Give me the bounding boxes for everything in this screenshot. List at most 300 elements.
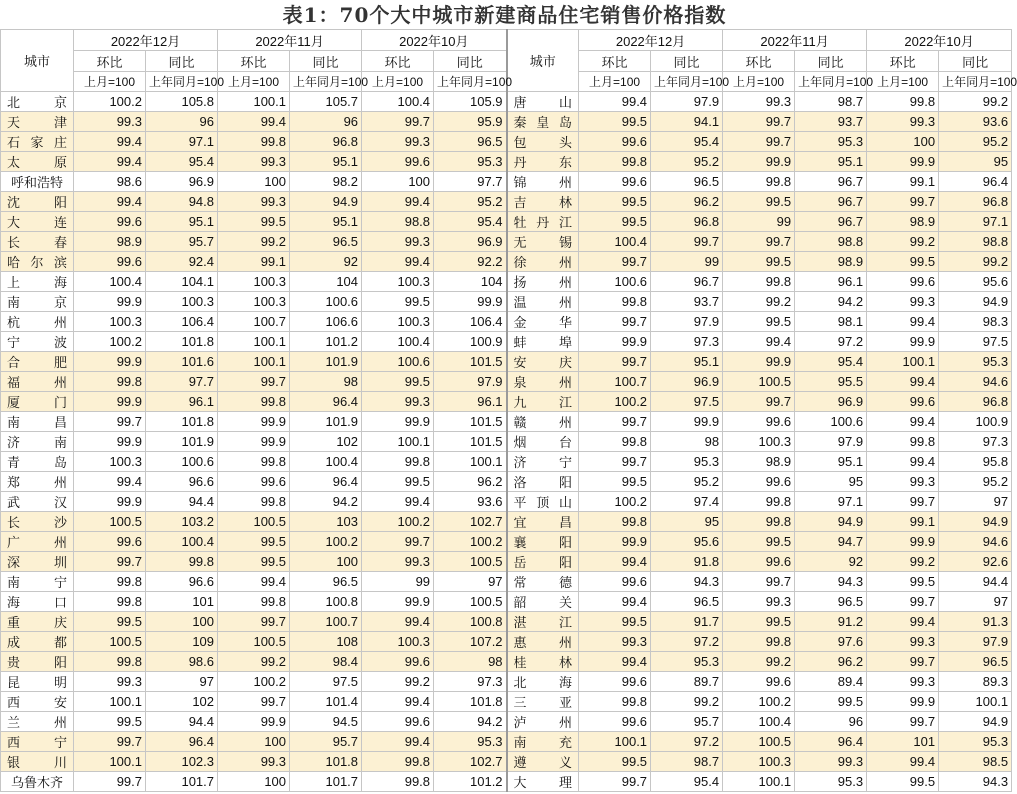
mom-value: 100.3 (74, 312, 146, 332)
mom-value: 99.2 (867, 552, 939, 572)
mom-value: 99.1 (218, 252, 290, 272)
yoy-value: 100.4 (146, 532, 218, 552)
yoy-value: 98.7 (795, 92, 867, 112)
mom-value: 100.3 (362, 632, 434, 652)
yoy-value: 98.1 (795, 312, 867, 332)
yoy-value: 105.7 (290, 92, 362, 112)
mom-base-header: 上月=100 (218, 72, 290, 92)
mom-value: 100.6 (362, 352, 434, 372)
yoy-value: 100.1 (434, 452, 507, 472)
city-name: 温州 (507, 292, 579, 312)
yoy-value: 95 (795, 472, 867, 492)
yoy-base-header: 上年同月=100 (651, 72, 723, 92)
yoy-value: 92.2 (434, 252, 507, 272)
yoy-value: 97.5 (939, 332, 1012, 352)
mom-value: 99.5 (362, 472, 434, 492)
yoy-value: 106.4 (146, 312, 218, 332)
yoy-value: 104 (290, 272, 362, 292)
mom-value: 99.8 (218, 132, 290, 152)
yoy-value: 96.2 (434, 472, 507, 492)
mom-value: 99.7 (218, 372, 290, 392)
mom-value: 99 (362, 572, 434, 592)
yoy-value: 98.8 (795, 232, 867, 252)
month-header: 2022年12月 (74, 30, 218, 51)
city-name: 成都 (1, 632, 74, 652)
mom-value: 100.3 (723, 432, 795, 452)
table-row (1, 692, 1012, 712)
city-name: 哈尔滨 (1, 252, 74, 272)
yoy-value: 97.3 (939, 432, 1012, 452)
yoy-value: 96.5 (651, 592, 723, 612)
yoy-value: 97 (434, 572, 507, 592)
yoy-value: 95.1 (795, 152, 867, 172)
mom-value: 99.7 (723, 132, 795, 152)
city-name: 蚌埠 (507, 332, 579, 352)
yoy-value: 95.8 (939, 452, 1012, 472)
yoy-value: 98.6 (146, 652, 218, 672)
yoy-value: 94.9 (939, 712, 1012, 732)
mom-value: 99.6 (723, 672, 795, 692)
yoy-value: 98.8 (939, 232, 1012, 252)
mom-value: 99.4 (362, 192, 434, 212)
yoy-value: 95.3 (795, 132, 867, 152)
mom-value: 99.4 (867, 312, 939, 332)
yoy-value: 96.4 (939, 172, 1012, 192)
mom-value: 99.5 (74, 612, 146, 632)
price-index-table (0, 29, 1017, 792)
city-name: 秦皇岛 (507, 112, 579, 132)
mom-value: 99.7 (218, 692, 290, 712)
mom-value: 99.3 (723, 92, 795, 112)
mom-value: 100.3 (218, 272, 290, 292)
mom-value: 99.5 (579, 472, 651, 492)
mom-value: 99.4 (362, 732, 434, 752)
mom-value: 99.5 (218, 552, 290, 572)
city-name: 呼和浩特 (1, 172, 74, 192)
city-name: 丹东 (507, 152, 579, 172)
yoy-value: 101.8 (146, 332, 218, 352)
mom-value: 99.7 (867, 192, 939, 212)
yoy-value: 97.2 (651, 732, 723, 752)
yoy-value: 98.4 (290, 652, 362, 672)
mom-value: 100.3 (362, 272, 434, 292)
yoy-value: 96.7 (651, 272, 723, 292)
yoy-value: 96.7 (795, 212, 867, 232)
mom-value: 99.6 (723, 472, 795, 492)
mom-value: 100.1 (218, 332, 290, 352)
mom-value: 100.1 (218, 92, 290, 112)
city-name: 西宁 (1, 732, 74, 752)
mom-value: 100.3 (362, 312, 434, 332)
yoy-value: 96.1 (146, 392, 218, 412)
mom-value: 99.5 (218, 532, 290, 552)
mom-value: 99.6 (579, 172, 651, 192)
yoy-value: 94.4 (146, 492, 218, 512)
mom-value: 99.8 (218, 492, 290, 512)
yoy-value: 97.1 (146, 132, 218, 152)
yoy-value: 94.2 (290, 492, 362, 512)
table-row (1, 732, 1012, 752)
table-row (1, 612, 1012, 632)
mom-value: 99.8 (867, 92, 939, 112)
mom-value: 99.4 (362, 612, 434, 632)
mom-value: 99.4 (74, 132, 146, 152)
mom-value: 100.7 (218, 312, 290, 332)
mom-base-header: 上月=100 (362, 72, 434, 92)
city-name: 泉州 (507, 372, 579, 392)
table-row (1, 172, 1012, 192)
yoy-value: 92 (290, 252, 362, 272)
city-name: 大连 (1, 212, 74, 232)
city-name: 南充 (507, 732, 579, 752)
mom-value: 99.7 (579, 352, 651, 372)
yoy-value: 103.2 (146, 512, 218, 532)
mom-value: 100 (218, 172, 290, 192)
mom-value: 99.6 (74, 252, 146, 272)
yoy-value: 93.7 (795, 112, 867, 132)
yoy-value: 92 (795, 552, 867, 572)
mom-value: 99.6 (723, 552, 795, 572)
city-name: 长春 (1, 232, 74, 252)
city-name: 吉林 (507, 192, 579, 212)
mom-value: 99.4 (867, 752, 939, 772)
mom-value: 100 (867, 132, 939, 152)
yoy-value: 98.9 (795, 252, 867, 272)
yoy-value: 94.3 (795, 572, 867, 592)
yoy-value: 92.6 (939, 552, 1012, 572)
city-name: 泸州 (507, 712, 579, 732)
yoy-value: 101.8 (434, 692, 507, 712)
yoy-value: 93.6 (434, 492, 507, 512)
mom-value: 99.8 (723, 492, 795, 512)
mom-header: 环比 (218, 51, 290, 72)
city-name: 桂林 (507, 652, 579, 672)
yoy-value: 100.6 (146, 452, 218, 472)
mom-value: 99.9 (362, 592, 434, 612)
yoy-value: 100.2 (290, 532, 362, 552)
mom-value: 99.9 (867, 152, 939, 172)
mom-header: 环比 (867, 51, 939, 72)
mom-value: 99.7 (74, 772, 146, 792)
mom-value: 100.2 (74, 92, 146, 112)
yoy-value: 101.7 (290, 772, 362, 792)
yoy-value: 99.2 (651, 692, 723, 712)
mom-value: 99.3 (723, 592, 795, 612)
yoy-value: 96.1 (434, 392, 507, 412)
mom-value: 99.7 (74, 412, 146, 432)
yoy-value: 94.6 (939, 532, 1012, 552)
mom-value: 99.2 (362, 672, 434, 692)
mom-value: 99.8 (579, 292, 651, 312)
city-name: 石家庄 (1, 132, 74, 152)
mom-value: 99.5 (867, 572, 939, 592)
yoy-value: 98 (651, 432, 723, 452)
table-row (1, 532, 1012, 552)
mom-value: 99.4 (867, 372, 939, 392)
mom-value: 99.8 (723, 172, 795, 192)
city-name: 宜昌 (507, 512, 579, 532)
yoy-value: 105.8 (146, 92, 218, 112)
city-name: 南京 (1, 292, 74, 312)
mom-value: 100.4 (74, 272, 146, 292)
yoy-value: 97.5 (290, 672, 362, 692)
yoy-value: 96.1 (795, 272, 867, 292)
mom-value: 99.8 (74, 572, 146, 592)
mom-value: 99.6 (218, 472, 290, 492)
city-name: 海口 (1, 592, 74, 612)
mom-value: 100.3 (74, 452, 146, 472)
yoy-value: 93.6 (939, 112, 1012, 132)
city-name: 天津 (1, 112, 74, 132)
mom-value: 99.7 (218, 612, 290, 632)
yoy-value: 100.5 (434, 592, 507, 612)
mom-value: 99.9 (867, 532, 939, 552)
table-row (1, 152, 1012, 172)
yoy-value: 95.7 (146, 232, 218, 252)
yoy-value: 96.4 (146, 732, 218, 752)
table-row (1, 672, 1012, 692)
mom-value: 100 (362, 172, 434, 192)
yoy-value: 95.2 (651, 152, 723, 172)
yoy-value: 89.4 (795, 672, 867, 692)
mom-value: 99 (723, 212, 795, 232)
city-name: 唐山 (507, 92, 579, 112)
yoy-value: 100.3 (146, 292, 218, 312)
city-name: 武汉 (1, 492, 74, 512)
city-name: 宁波 (1, 332, 74, 352)
city-name: 兰州 (1, 712, 74, 732)
city-name: 九江 (507, 392, 579, 412)
yoy-value: 109 (146, 632, 218, 652)
mom-base-header: 上月=100 (723, 72, 795, 92)
mom-value: 100 (218, 772, 290, 792)
yoy-value: 94.5 (290, 712, 362, 732)
mom-value: 99.8 (74, 372, 146, 392)
mom-value: 99.3 (362, 132, 434, 152)
yoy-value: 96.4 (290, 472, 362, 492)
mom-value: 99.8 (362, 752, 434, 772)
yoy-value: 96.9 (651, 372, 723, 392)
mom-value: 99.7 (579, 452, 651, 472)
mom-value: 99.5 (74, 712, 146, 732)
city-name: 平顶山 (507, 492, 579, 512)
mom-value: 99.9 (579, 532, 651, 552)
mom-value: 99.7 (579, 252, 651, 272)
yoy-value: 95.4 (795, 352, 867, 372)
yoy-value: 108 (290, 632, 362, 652)
yoy-value: 95.4 (434, 212, 507, 232)
yoy-value: 100.1 (939, 692, 1012, 712)
mom-value: 99.5 (867, 252, 939, 272)
yoy-value: 98.5 (939, 752, 1012, 772)
yoy-value: 96.5 (290, 232, 362, 252)
city-name: 银川 (1, 752, 74, 772)
city-name: 济南 (1, 432, 74, 452)
mom-value: 99.5 (579, 192, 651, 212)
yoy-value: 100.6 (795, 412, 867, 432)
yoy-value: 101.8 (146, 412, 218, 432)
mom-value: 99.6 (579, 132, 651, 152)
yoy-value: 101.9 (290, 352, 362, 372)
yoy-value: 97.1 (795, 492, 867, 512)
table-row (1, 112, 1012, 132)
city-name: 乌鲁木齐 (1, 772, 74, 792)
yoy-value: 103 (290, 512, 362, 532)
yoy-value: 101.9 (290, 412, 362, 432)
table-row (1, 712, 1012, 732)
city-name: 杭州 (1, 312, 74, 332)
mom-value: 99.4 (579, 92, 651, 112)
yoy-value: 89.3 (939, 672, 1012, 692)
mom-value: 99.9 (74, 492, 146, 512)
mom-value: 99.7 (723, 572, 795, 592)
yoy-value: 95.3 (939, 352, 1012, 372)
yoy-value: 94.9 (795, 512, 867, 532)
yoy-value: 105.9 (434, 92, 507, 112)
yoy-value: 96 (795, 712, 867, 732)
mom-value: 99.6 (362, 652, 434, 672)
city-column-header: 城市 (507, 30, 579, 92)
yoy-value: 102.3 (146, 752, 218, 772)
mom-value: 100.2 (723, 692, 795, 712)
mom-value: 99.5 (723, 252, 795, 272)
yoy-value: 96.5 (290, 572, 362, 592)
mom-value: 99.6 (579, 572, 651, 592)
mom-value: 99.4 (867, 412, 939, 432)
mom-value: 100.4 (362, 332, 434, 352)
yoy-value: 95.3 (651, 452, 723, 472)
city-name: 北海 (507, 672, 579, 692)
yoy-value: 96.5 (795, 592, 867, 612)
yoy-value: 91.3 (939, 612, 1012, 632)
yoy-value: 101.8 (290, 752, 362, 772)
mom-header: 环比 (74, 51, 146, 72)
city-name: 岳阳 (507, 552, 579, 572)
mom-value: 99.2 (867, 232, 939, 252)
yoy-value: 96.5 (939, 652, 1012, 672)
yoy-value: 95 (939, 152, 1012, 172)
yoy-value: 101.5 (434, 432, 507, 452)
mom-value: 100.1 (74, 692, 146, 712)
yoy-value: 96.8 (939, 192, 1012, 212)
mom-value: 99.7 (867, 652, 939, 672)
mom-value: 99.6 (362, 712, 434, 732)
yoy-value: 101.7 (146, 772, 218, 792)
mom-value: 99.8 (362, 772, 434, 792)
mom-value: 99.4 (74, 472, 146, 492)
mom-value: 99.2 (218, 652, 290, 672)
city-name: 锦州 (507, 172, 579, 192)
mom-value: 99.4 (579, 652, 651, 672)
mom-value: 100.1 (218, 352, 290, 372)
mom-value: 99.7 (723, 392, 795, 412)
table-row (1, 232, 1012, 252)
yoy-value: 96.4 (290, 392, 362, 412)
mom-value: 100.2 (362, 512, 434, 532)
mom-value: 99.9 (74, 292, 146, 312)
yoy-value: 97.2 (795, 332, 867, 352)
city-name: 厦门 (1, 392, 74, 412)
mom-value: 100 (218, 732, 290, 752)
mom-value: 99.8 (723, 272, 795, 292)
yoy-value: 97.5 (651, 392, 723, 412)
yoy-value: 100 (146, 612, 218, 632)
table-row (1, 472, 1012, 492)
yoy-value: 97.9 (795, 432, 867, 452)
table-row (1, 432, 1012, 452)
city-name: 北京 (1, 92, 74, 112)
yoy-value: 95.7 (651, 712, 723, 732)
mom-value: 99.3 (362, 552, 434, 572)
yoy-value: 95.6 (939, 272, 1012, 292)
mom-value: 100.1 (579, 732, 651, 752)
yoy-value: 97 (939, 592, 1012, 612)
yoy-value: 95.4 (651, 772, 723, 792)
yoy-value: 97 (146, 672, 218, 692)
mom-value: 100.2 (218, 672, 290, 692)
city-name: 湛江 (507, 612, 579, 632)
mom-value: 99.7 (362, 532, 434, 552)
yoy-value: 100.7 (290, 612, 362, 632)
yoy-value: 91.8 (651, 552, 723, 572)
city-name: 沈阳 (1, 192, 74, 212)
yoy-value: 99.9 (434, 292, 507, 312)
mom-value: 99.9 (579, 332, 651, 352)
mom-value: 99.7 (579, 412, 651, 432)
yoy-value: 95.2 (939, 132, 1012, 152)
yoy-value: 98.2 (290, 172, 362, 192)
mom-value: 99.8 (723, 512, 795, 532)
mom-value: 99.8 (74, 592, 146, 612)
yoy-value: 97.7 (146, 372, 218, 392)
yoy-value: 96.8 (651, 212, 723, 232)
yoy-value: 100.8 (290, 592, 362, 612)
yoy-value: 95.1 (290, 212, 362, 232)
yoy-value: 98 (434, 652, 507, 672)
mom-value: 98.9 (723, 452, 795, 472)
yoy-value: 97.7 (434, 172, 507, 192)
mom-value: 100.4 (723, 712, 795, 732)
yoy-base-header: 上年同月=100 (290, 72, 362, 92)
mom-value: 100.5 (218, 512, 290, 532)
yoy-value: 95.1 (290, 152, 362, 172)
mom-header: 环比 (362, 51, 434, 72)
yoy-value: 100.2 (434, 532, 507, 552)
city-name: 郑州 (1, 472, 74, 492)
yoy-value: 94.9 (939, 512, 1012, 532)
mom-value: 99.4 (579, 592, 651, 612)
table-row (1, 572, 1012, 592)
yoy-value: 98 (290, 372, 362, 392)
yoy-value: 97.9 (651, 312, 723, 332)
mom-value: 99.9 (74, 432, 146, 452)
table-title: 表1：70个大中城市新建商品住宅销售价格指数 (282, 3, 727, 27)
mom-value: 99.5 (723, 612, 795, 632)
table-row (1, 752, 1012, 772)
yoy-value: 96 (146, 112, 218, 132)
mom-value: 99.3 (218, 752, 290, 772)
yoy-value: 96 (290, 112, 362, 132)
mom-base-header: 上月=100 (867, 72, 939, 92)
yoy-value: 94.2 (795, 292, 867, 312)
yoy-value: 99.5 (795, 692, 867, 712)
yoy-value: 94.2 (434, 712, 507, 732)
mom-value: 99.5 (362, 372, 434, 392)
mom-value: 99.3 (867, 112, 939, 132)
city-name: 长沙 (1, 512, 74, 532)
yoy-value: 91.7 (651, 612, 723, 632)
table-row (1, 632, 1012, 652)
